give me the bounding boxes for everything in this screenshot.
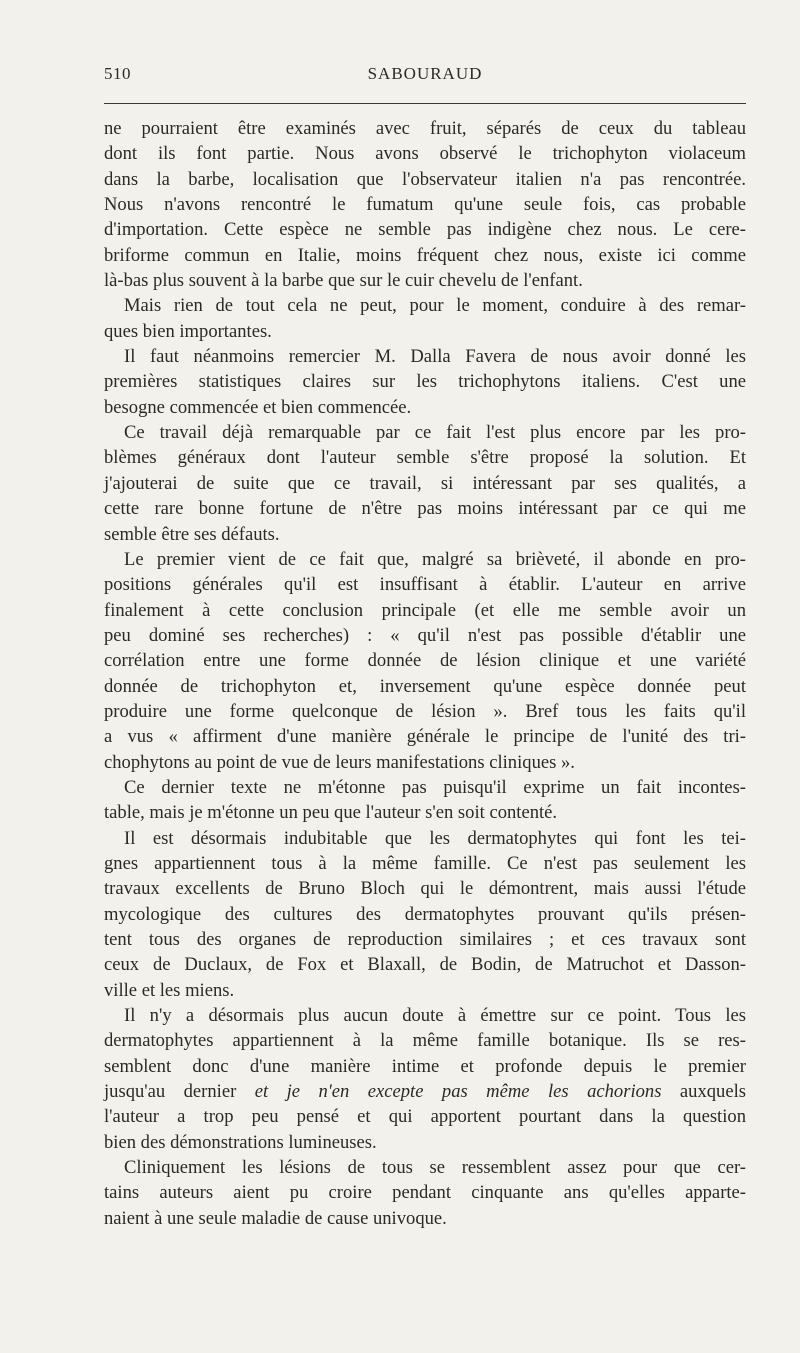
text-line: Ce travail déjà remarquable par ce fait l'est plus encore par les pro- xyxy=(124,422,746,444)
header-rule xyxy=(104,103,746,104)
page-number: 510 xyxy=(104,64,131,83)
text-line: ne pourraient être examinés avec fruit, séparés de ceux du tableau xyxy=(104,118,746,139)
text-line: positions générales qu'il est insuffisant à établir. L'auteur en arrive xyxy=(104,574,746,596)
text-line: Nous n'avons rencontré le fumatum qu'une seule fois, cas probable xyxy=(104,194,746,216)
text-segment: auxquels xyxy=(679,1081,747,1103)
text-line: ques bien importantes. xyxy=(104,320,272,342)
running-head: SABOURAUD xyxy=(367,64,483,83)
text-line: l'auteur a trop peu pensé et qui apportent pourtant dans la question xyxy=(104,1106,746,1128)
text-line: mycologique des cultures des dermatophytes prouvant qu'ils présen- xyxy=(104,903,746,925)
text-line-with-italic xyxy=(104,1079,746,1104)
text-line: Il n'y a désormais plus aucun doute à émettre sur ce point. Tous les xyxy=(124,1005,746,1027)
text-line: finalement à cette conclusion principale (et elle me semble avoir un xyxy=(104,599,746,621)
text-line: blèmes généraux dont l'auteur semble s'être proposé la solution. Et xyxy=(104,447,746,469)
text-line: produire une forme quelconque de lésion ». Bref tous les faits qu'il xyxy=(104,700,746,722)
text-line: d'importation. Cette espèce ne semble pas indigène chez nous. Le cere- xyxy=(104,219,746,241)
text-line: cette rare bonne fortune de n'être pas moins intéressant par ce qui me xyxy=(104,498,746,520)
text-line: Il faut néanmoins remercier M. Dalla Favera de nous avoir donné les xyxy=(124,346,746,368)
text-line: bien des démonstrations lumineuses. xyxy=(104,1131,377,1153)
text-line: là-bas plus souvent à la barbe que sur le cuir chevelu de l'enfant. xyxy=(104,270,583,292)
text-line: Il est désormais indubitable que les dermatophytes qui font les tei- xyxy=(124,827,746,849)
text-line: naient à une seule maladie de cause univoque. xyxy=(104,1207,447,1229)
text-line: dont ils font partie. Nous avons observé le trichophyton violaceum xyxy=(104,143,746,165)
text-line: semblent donc d'une manière intime et profonde depuis le premier xyxy=(104,1055,746,1077)
text-line: semble être ses défauts. xyxy=(104,523,280,545)
text-line: a vus « affirment d'une manière générale le principe de l'unité des tri- xyxy=(104,726,746,748)
text-line: dans la barbe, localisation que l'observateur italien n'a pas rencontrée. xyxy=(104,168,746,190)
text-line: chophytons au point de vue de leurs manifestations cliniques ». xyxy=(104,751,575,773)
text-segment: jusqu'au dernier xyxy=(104,1081,237,1103)
text-line: tent tous des organes de reproduction similaires ; et ces travaux sont xyxy=(104,929,746,950)
text-line: Mais rien de tout cela ne peut, pour le moment, conduire à des remar- xyxy=(124,295,746,317)
text-line: besogne commencée et bien commencée. xyxy=(104,396,412,418)
text-line: briforme commun en Italie, moins fréquent chez nous, existe ici comme xyxy=(104,244,746,266)
text-line: donnée de trichophyton et, inversement qu'une espèce donnée peut xyxy=(104,675,746,697)
text-line: table, mais je m'étonne un peu que l'auteur s'en soit contenté. xyxy=(104,802,558,824)
text-line: ville et les miens. xyxy=(104,979,235,1001)
page-header xyxy=(104,64,746,90)
text-line: Ce dernier texte ne m'étonne pas puisqu'il exprime un fait incontes- xyxy=(124,776,746,798)
text-line: corrélation entre une forme donnée de lésion clinique et une variété xyxy=(104,650,746,672)
text-line: travaux excellents de Bruno Bloch qui le démontrent, mais aussi l'étude xyxy=(104,878,746,900)
italic-text: et je n'en excepte pas même les achorions xyxy=(254,1081,662,1103)
text-line: dermatophytes appartiennent à la même famille botanique. Ils se res- xyxy=(104,1030,746,1052)
text-line: Le premier vient de ce fait que, malgré sa brièveté, il abonde en pro- xyxy=(124,548,746,570)
text-line: premières statistiques claires sur les trichophytons italiens. C'est une xyxy=(104,371,746,393)
text-line: peu dominé ses recherches) : « qu'il n'est pas possible d'établir une xyxy=(104,624,746,646)
text-line: tains auteurs aient pu croire pendant cinquante ans qu'elles apparte- xyxy=(104,1182,746,1204)
text-line: j'ajouterai de suite que ce travail, si intéressant par ses qualités, a xyxy=(104,472,746,494)
text-line: Cliniquement les lésions de tous se ressemblent assez pour que cer- xyxy=(124,1157,746,1179)
text-line: gnes appartiennent tous à la même famille. Ce n'est pas seulement les xyxy=(104,852,746,874)
text-line: ceux de Duclaux, de Fox et Blaxall, de Bodin, de Matruchot et Dasson- xyxy=(104,954,746,976)
body-text xyxy=(104,116,746,1231)
